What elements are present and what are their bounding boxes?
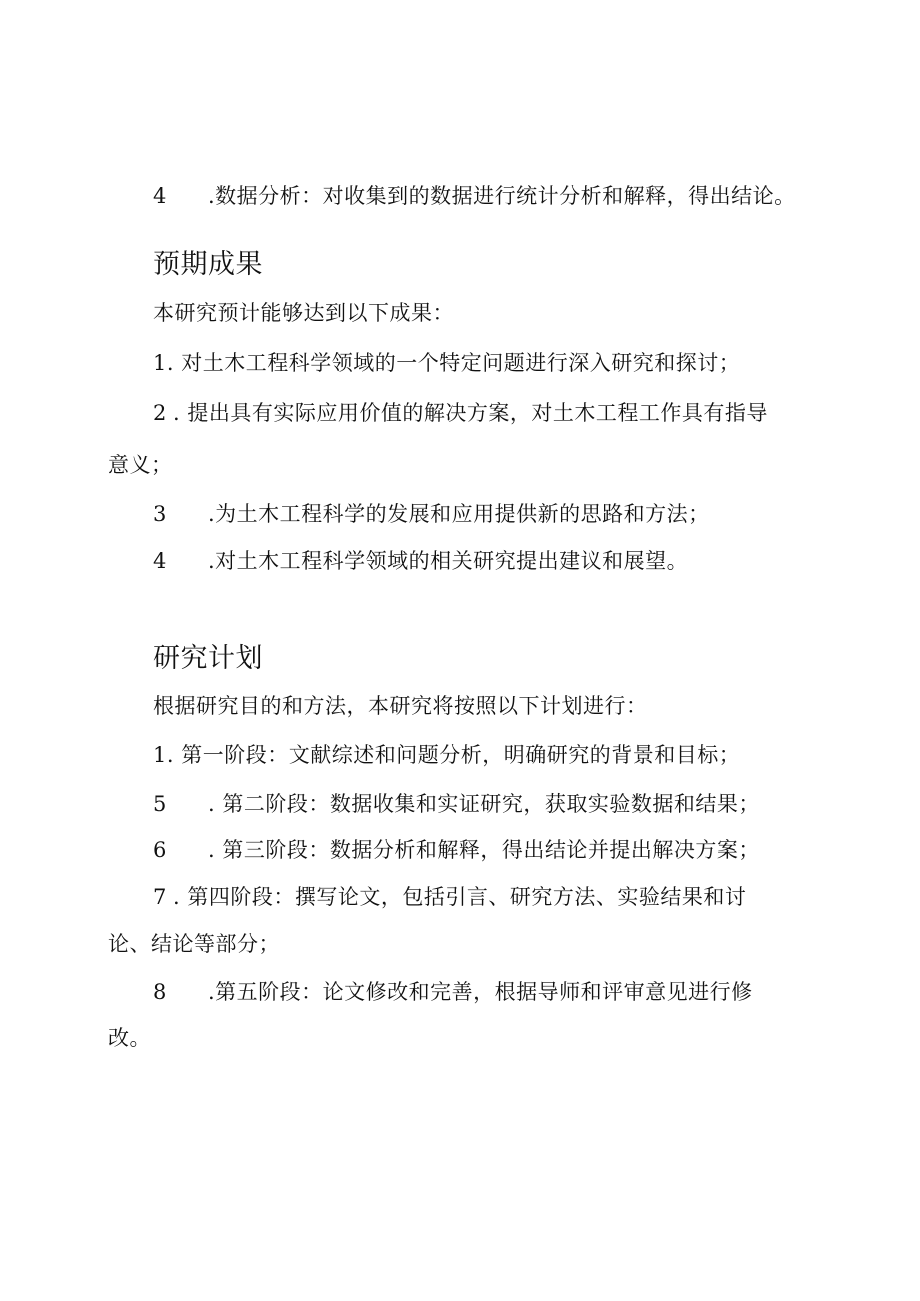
- section-heading-expected-results: 预期成果: [153, 249, 263, 280]
- list-item: [153, 546, 688, 576]
- list-number: 4: [153, 184, 167, 208]
- list-text: .对土木工程科学领域的相关研究提出建议和展望。: [208, 549, 689, 573]
- list-item: [153, 398, 768, 428]
- list-text: .第五阶段：论文修改和完善，根据导师和评审意见进行修: [208, 980, 753, 1004]
- list-item: [153, 977, 753, 1007]
- list-item: [153, 789, 760, 819]
- list-text: .为土木工程科学的发展和应用提供新的思路和方法；: [208, 502, 710, 526]
- list-item: 1. 对土木工程科学领域的一个特定问题进行深入研究和探讨；: [153, 351, 741, 375]
- list-number: 3: [153, 502, 167, 526]
- list-text: . 第四阶段：撰写论文，包括引言、研究方法、实验结果和讨: [173, 885, 747, 909]
- section-intro: 根据研究目的和方法，本研究将按照以下计划进行：: [153, 694, 648, 718]
- list-item: [153, 499, 710, 529]
- list-text: . 提出具有实际应用价值的解决方案，对土木工程工作具有指导: [173, 401, 768, 425]
- list-item: [153, 882, 746, 912]
- list-number: 5: [153, 792, 167, 816]
- list-number: 4: [153, 549, 167, 573]
- list-item-continuation: 改。: [108, 1026, 151, 1050]
- section-heading-research-plan: 研究计划: [153, 643, 263, 674]
- list-text: . 第三阶段：数据分析和解释，得出结论并提出解决方案；: [208, 838, 760, 862]
- list-item-data-analysis: [153, 181, 796, 211]
- list-item: 1. 第一阶段：文献综述和问题分析，明确研究的背景和目标；: [153, 743, 741, 767]
- list-item-continuation: 论、结论等部分；: [108, 932, 280, 956]
- list-number: 7: [153, 885, 167, 909]
- list-item-continuation: 意义；: [108, 453, 173, 477]
- list-text: . 第二阶段：数据收集和实证研究，获取实验数据和结果；: [208, 792, 760, 816]
- list-number: 8: [153, 980, 167, 1004]
- list-number: 2: [153, 401, 167, 425]
- list-number: 6: [153, 838, 167, 862]
- section-intro: 本研究预计能够达到以下成果：: [153, 301, 454, 325]
- list-text: .数据分析：对收集到的数据进行统计分析和解释，得出结论。: [208, 184, 796, 208]
- list-item: [153, 835, 760, 865]
